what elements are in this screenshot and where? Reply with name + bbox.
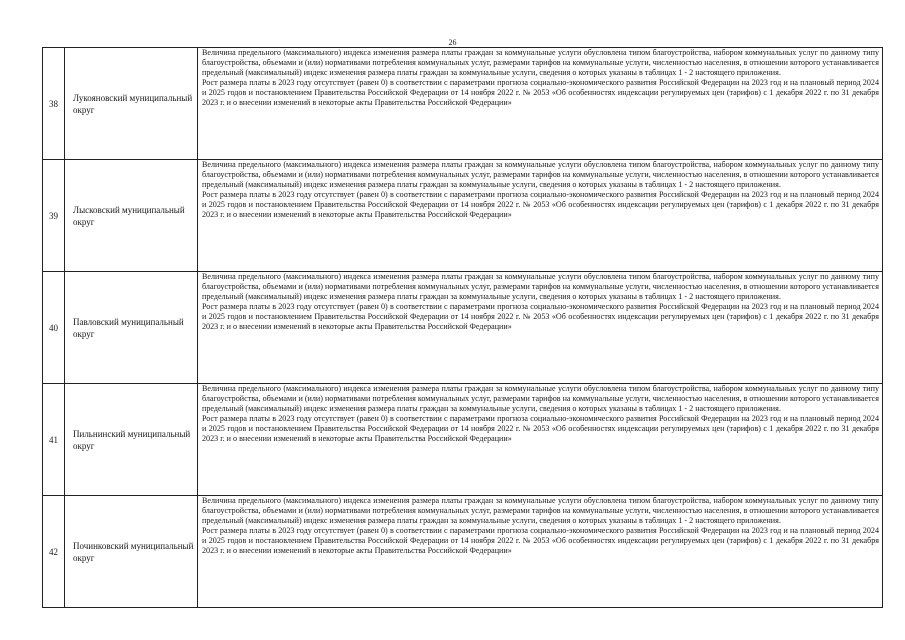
description-paragraph: Величина предельного (максимального) индекса изменения размера платы граждан за коммунальные услуги обусловлена типом благоустройства, набором коммунальных услуг по данному типу благоустройства, объемами и (или) нормативами потребления коммунальных услуг, размерами тарифов на коммунальные услуги, численностью населения, в отношении которого устанавливается предельный (максимальный) индекс изменения размера платы граждан за коммунальные услуги, сведения о которых указаны в таблицах 1 - 2 настоящего приложения. — [202, 272, 879, 301]
table-row — [43, 160, 883, 272]
table-row — [43, 496, 883, 608]
description-paragraph: Рост размера платы в 2023 году отсутствует (равен 0) в соответствии с параметрами прогноза социально-экономического развития Российской Федерации на 2023 год и на плановый период 2024 и 2025 годов и постановлением Правительства Российской Федерации от 14 ноября 2022 г. № 2053 «Об особенностях индексации регулируемых цен (тарифов) с 1 декабря 2022 г. по 31 декабря 2023 г. и о внесении изменений в некоторые акты Правительства Российской Федерации» — [202, 301, 879, 331]
description-cell — [198, 384, 883, 496]
description-paragraph: Величина предельного (максимального) индекса изменения размера платы граждан за коммунальные услуги обусловлена типом благоустройства, набором коммунальных услуг по данному типу благоустройства, объемами и (или) нормативами потребления коммунальных услуг, размерами тарифов на коммунальные услуги, численностью населения, в отношении которого устанавливается предельный (максимальный) индекс изменения размера платы граждан за коммунальные услуги, сведения о которых указаны в таблицах 1 - 2 настоящего приложения. — [202, 160, 879, 189]
description-paragraph: Величина предельного (максимального) индекса изменения размера платы граждан за коммунальные услуги обусловлена типом благоустройства, набором коммунальных услуг по данному типу благоустройства, объемами и (или) нормативами потребления коммунальных услуг, размерами тарифов на коммунальные услуги, численностью населения, в отношении которого устанавливается предельный (максимальный) индекс изменения размера платы граждан за коммунальные услуги, сведения о которых указаны в таблицах 1 - 2 настоящего приложения. — [202, 48, 879, 77]
description-paragraph: Величина предельного (максимального) индекса изменения размера платы граждан за коммунальные услуги обусловлена типом благоустройства, набором коммунальных услуг по данному типу благоустройства, объемами и (или) нормативами потребления коммунальных услуг, размерами тарифов на коммунальные услуги, численностью населения, в отношении которого устанавливается предельный (максимальный) индекс изменения размера платы граждан за коммунальные услуги, сведения о которых указаны в таблицах 1 - 2 настоящего приложения. — [202, 384, 879, 413]
page-number: 26 — [448, 38, 457, 47]
description-paragraph: Величина предельного (максимального) индекса изменения размера платы граждан за коммунальные услуги обусловлена типом благоустройства, набором коммунальных услуг по данному типу благоустройства, объемами и (или) нормативами потребления коммунальных услуг, размерами тарифов на коммунальные услуги, численностью населения, в отношении которого устанавливается предельный (максимальный) индекс изменения размера платы граждан за коммунальные услуги, сведения о которых указаны в таблицах 1 - 2 настоящего приложения. — [202, 496, 879, 525]
row-number: 40 — [43, 272, 65, 384]
description-paragraph: Рост размера платы в 2023 году отсутствует (равен 0) в соответствии с параметрами прогноза социально-экономического развития Российской Федерации на 2023 год и на плановый период 2024 и 2025 годов и постановлением Правительства Российской Федерации от 14 ноября 2022 г. № 2053 «Об особенностях индексации регулируемых цен (тарифов) с 1 декабря 2022 г. по 31 декабря 2023 г. и о внесении изменений в некоторые акты Правительства Российской Федерации» — [202, 413, 879, 443]
description-cell — [198, 496, 883, 608]
municipality-name: Пильнинский муниципальный округ — [65, 384, 198, 496]
description-cell — [198, 272, 883, 384]
municipality-name: Лукояновский муниципальный округ — [65, 48, 198, 160]
municipality-table — [42, 47, 883, 608]
table-row — [43, 384, 883, 496]
municipality-name: Павловский муниципальный округ — [65, 272, 198, 384]
municipality-name: Лысковский муниципальный округ — [65, 160, 198, 272]
description-paragraph: Рост размера платы в 2023 году отсутствует (равен 0) в соответствии с параметрами прогноза социально-экономического развития Российской Федерации на 2023 год и на плановый период 2024 и 2025 годов и постановлением Правительства Российской Федерации от 14 ноября 2022 г. № 2053 «Об особенностях индексации регулируемых цен (тарифов) с 1 декабря 2022 г. по 31 декабря 2023 г. и о внесении изменений в некоторые акты Правительства Российской Федерации» — [202, 77, 879, 107]
row-number: 42 — [43, 496, 65, 608]
municipality-name: Починковский муниципальный округ — [65, 496, 198, 608]
table-row — [43, 48, 883, 160]
description-cell — [198, 48, 883, 160]
row-number: 41 — [43, 384, 65, 496]
row-number: 39 — [43, 160, 65, 272]
row-number: 38 — [43, 48, 65, 160]
description-cell — [198, 160, 883, 272]
description-paragraph: Рост размера платы в 2023 году отсутствует (равен 0) в соответствии с параметрами прогноза социально-экономического развития Российской Федерации на 2023 год и на плановый период 2024 и 2025 годов и постановлением Правительства Российской Федерации от 14 ноября 2022 г. № 2053 «Об особенностях индексации регулируемых цен (тарифов) с 1 декабря 2022 г. по 31 декабря 2023 г. и о внесении изменений в некоторые акты Правительства Российской Федерации» — [202, 525, 879, 555]
table-row — [43, 272, 883, 384]
description-paragraph: Рост размера платы в 2023 году отсутствует (равен 0) в соответствии с параметрами прогноза социально-экономического развития Российской Федерации на 2023 год и на плановый период 2024 и 2025 годов и постановлением Правительства Российской Федерации от 14 ноября 2022 г. № 2053 «Об особенностях индексации регулируемых цен (тарифов) с 1 декабря 2022 г. по 31 декабря 2023 г. и о внесении изменений в некоторые акты Правительства Российской Федерации» — [202, 189, 879, 219]
